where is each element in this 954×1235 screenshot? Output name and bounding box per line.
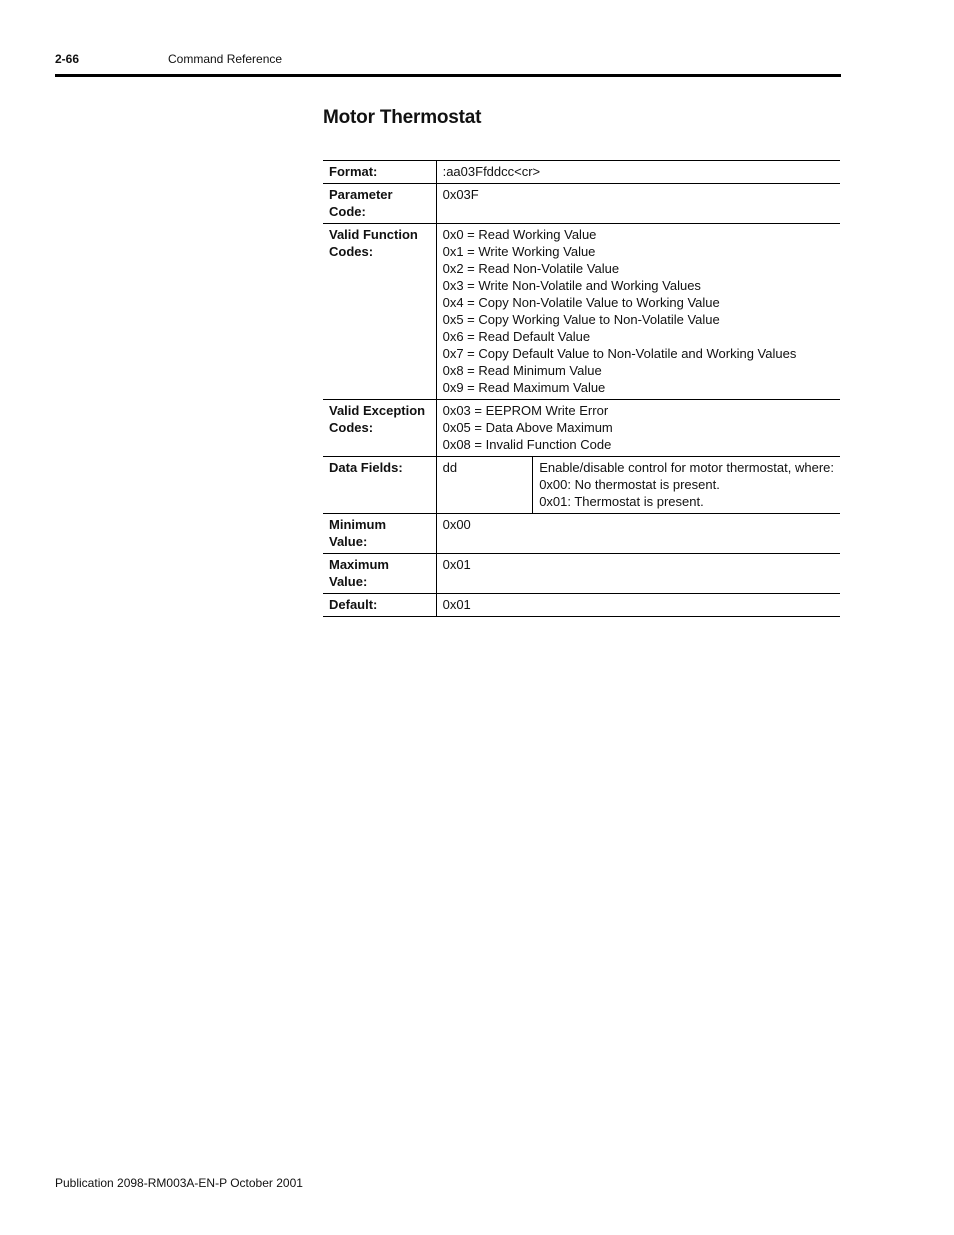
row-label: Default: xyxy=(323,594,436,617)
function-code-item: 0x7 = Copy Default Value to Non-Volatile and Working Values xyxy=(442,346,797,361)
function-code-item: 0x5 = Copy Working Value to Non-Volatile Value xyxy=(442,312,720,327)
running-header-section: Command Reference xyxy=(168,52,283,66)
function-code-item: 0x6 = Read Default Value xyxy=(442,329,591,344)
label-line: Value: xyxy=(329,534,368,549)
label-line: Code: xyxy=(329,204,366,219)
table-row-valid-exception-codes xyxy=(323,400,840,457)
row-label: Data Fields: xyxy=(323,457,436,514)
row-value: 0x01 xyxy=(436,594,840,617)
row-label: Format: xyxy=(323,161,436,184)
page-title: Motor Thermostat xyxy=(323,107,482,128)
function-code-item: 0x0 = Read Working Value xyxy=(442,227,597,242)
data-field-name: dd xyxy=(436,457,533,514)
label-line: Valid Exception xyxy=(329,403,426,418)
function-code-item: 0x3 = Write Non-Volatile and Working Values xyxy=(442,278,701,293)
description-line: 0x00: No thermostat is present. xyxy=(539,477,720,492)
exception-code-item: 0x08 = Invalid Function Code xyxy=(442,437,612,452)
row-label xyxy=(323,184,436,224)
row-value: 0x00 xyxy=(436,514,840,554)
row-value: 0x03F xyxy=(436,184,840,224)
exception-code-item: 0x03 = EEPROM Write Error xyxy=(442,403,609,418)
header-rule xyxy=(55,74,841,77)
row-value xyxy=(436,400,840,457)
function-code-item: 0x9 = Read Maximum Value xyxy=(442,380,606,395)
table-row-default xyxy=(323,594,840,617)
row-value: :aa03Ffddcc<cr> xyxy=(436,161,840,184)
label-line: Codes: xyxy=(329,244,374,259)
table-row-valid-function-codes xyxy=(323,224,840,400)
table-row-maximum-value xyxy=(323,554,840,594)
label-line: Parameter xyxy=(329,187,393,202)
label-line: Maximum xyxy=(329,557,389,572)
parameter-spec-table xyxy=(323,160,840,617)
page-number: 2-66 xyxy=(55,52,80,66)
label-line: Value: xyxy=(329,574,368,589)
row-label xyxy=(323,514,436,554)
publication-footer: Publication 2098-RM003A-EN-P October 2001 xyxy=(55,1176,303,1190)
row-label xyxy=(323,554,436,594)
table-row-minimum-value xyxy=(323,514,840,554)
function-code-item: 0x4 = Copy Non-Volatile Value to Working Value xyxy=(442,295,720,310)
description-line: Enable/disable control for motor thermostat, where: xyxy=(539,460,834,475)
row-label xyxy=(323,224,436,400)
data-field-description xyxy=(533,457,840,514)
description-line: 0x01: Thermostat is present. xyxy=(539,494,704,509)
label-line: Valid Function xyxy=(329,227,418,242)
row-value xyxy=(436,224,840,400)
label-line: Minimum xyxy=(329,517,387,532)
label-line: Codes: xyxy=(329,420,374,435)
table-row-parameter-code xyxy=(323,184,840,224)
table-row-format xyxy=(323,161,840,184)
row-value: 0x01 xyxy=(436,554,840,594)
table-row-data-fields xyxy=(323,457,840,514)
function-code-item: 0x1 = Write Working Value xyxy=(442,244,596,259)
row-label xyxy=(323,400,436,457)
function-code-item: 0x2 = Read Non-Volatile Value xyxy=(442,261,620,276)
exception-code-item: 0x05 = Data Above Maximum xyxy=(442,420,613,435)
function-code-item: 0x8 = Read Minimum Value xyxy=(442,363,602,378)
page-header xyxy=(55,52,841,74)
